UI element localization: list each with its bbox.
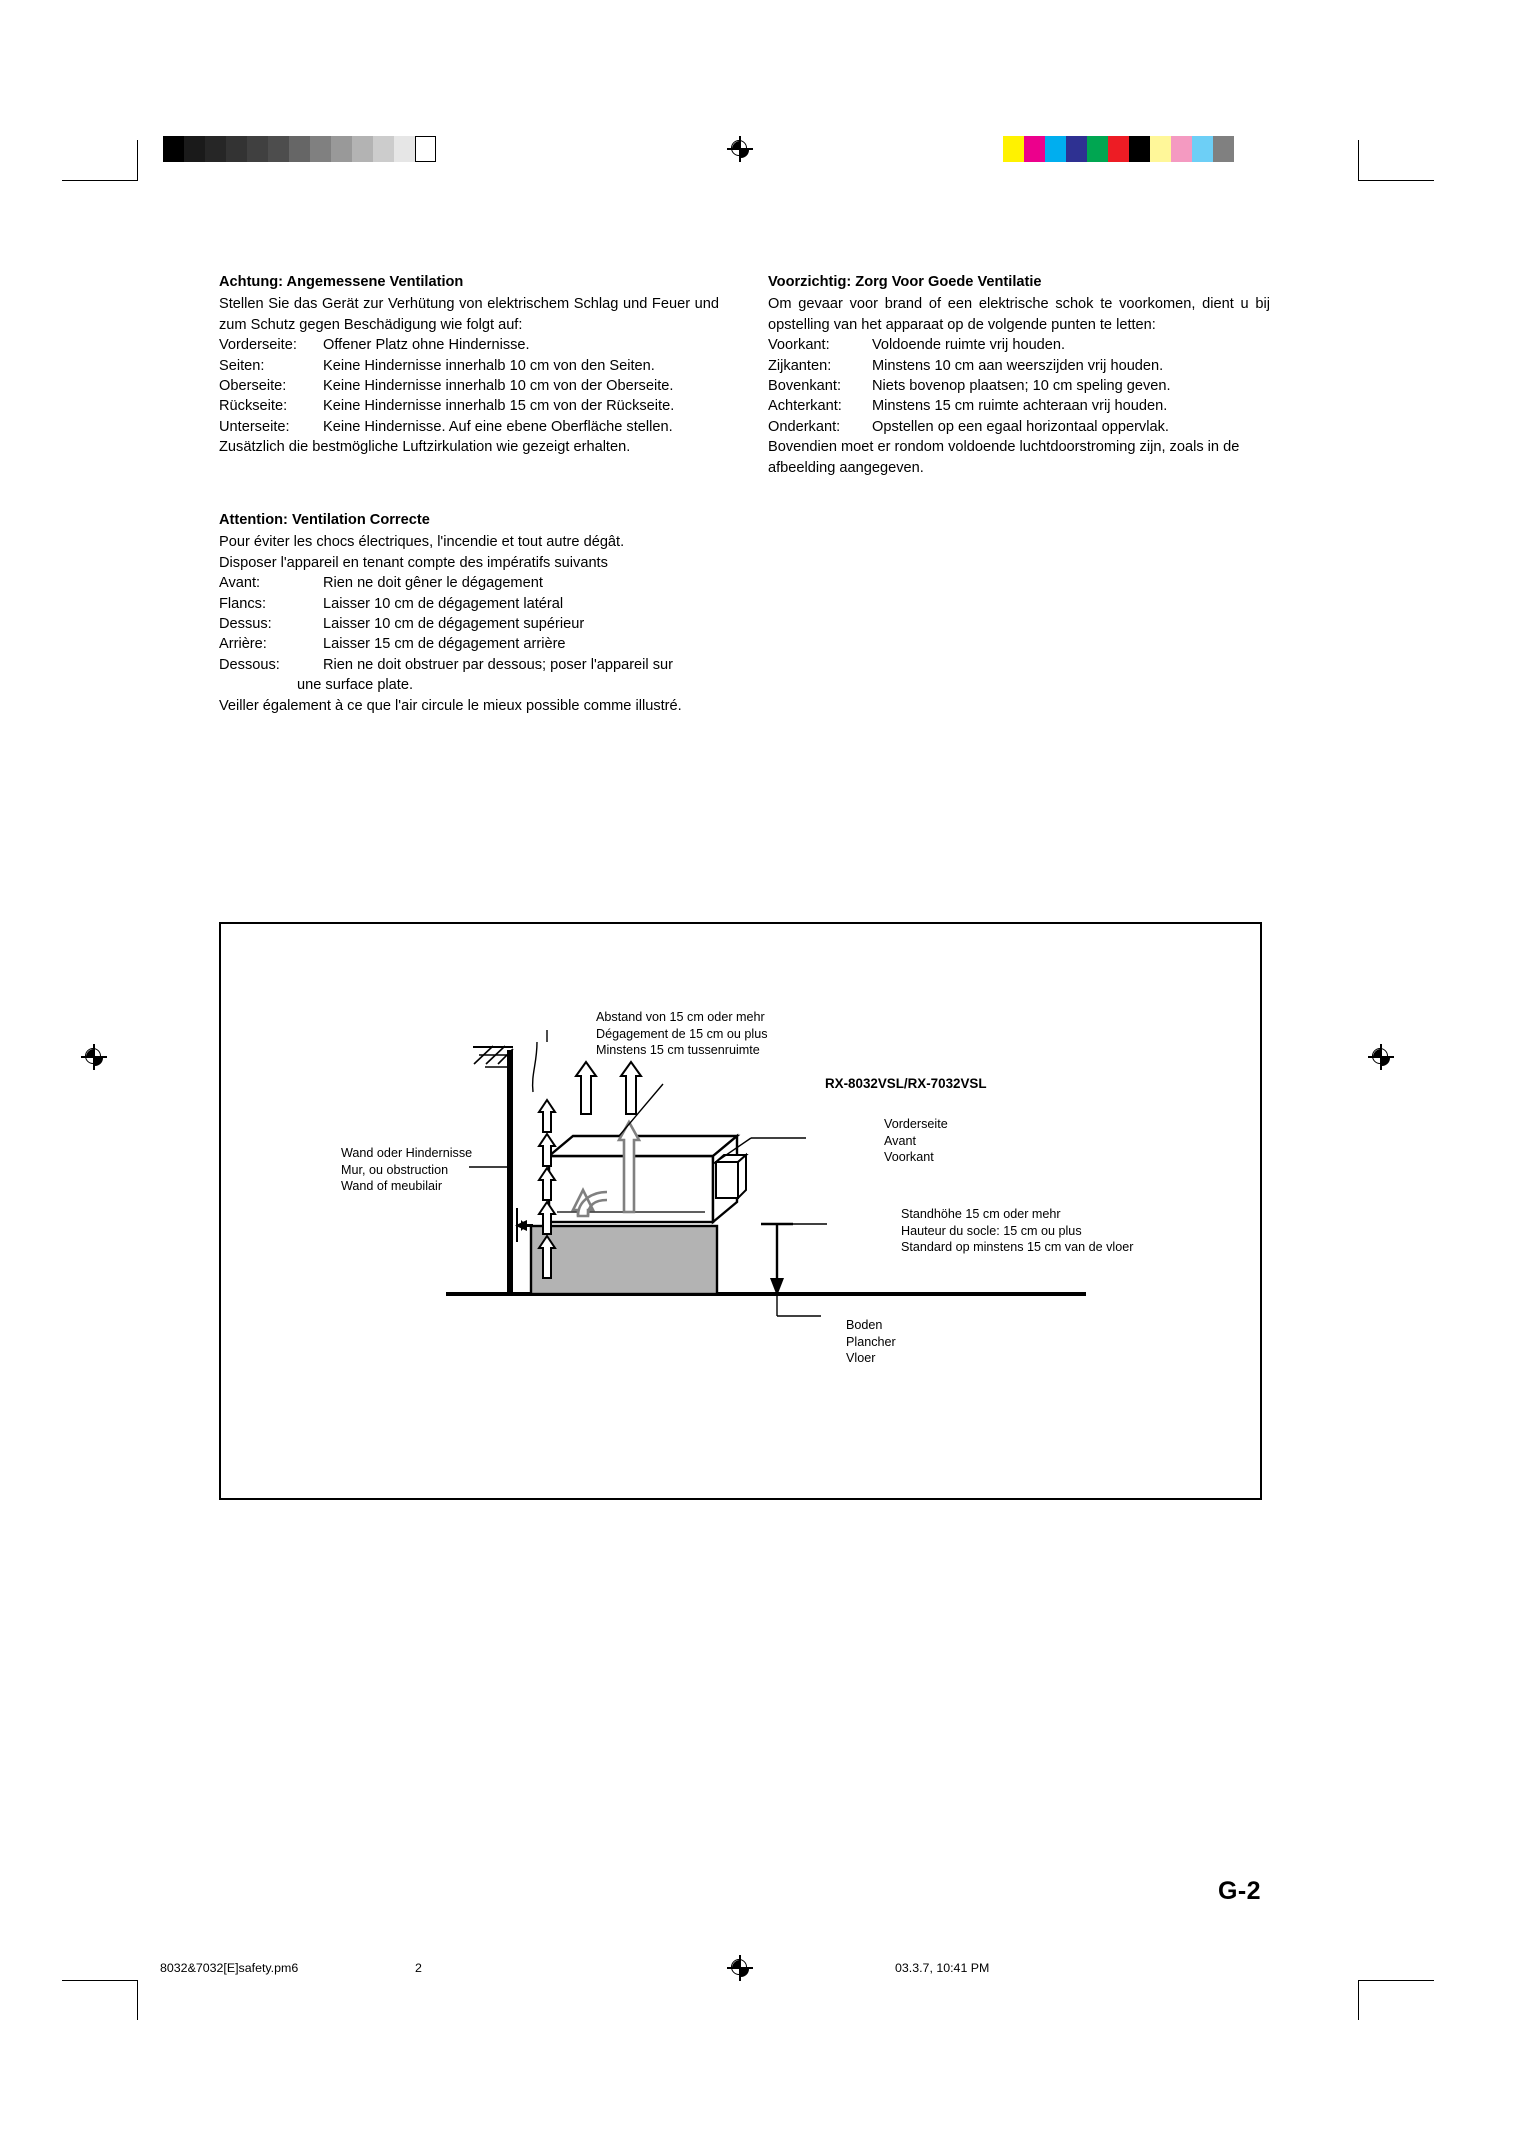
color-swatch (1213, 136, 1234, 162)
footer-timestamp: 03.3.7, 10:41 PM (895, 1961, 990, 1975)
german-row (219, 376, 719, 396)
color-swatch (1129, 136, 1150, 162)
color-swatch (1045, 136, 1066, 162)
color-calibration-bar (1003, 136, 1234, 162)
grayscale-swatch (247, 136, 268, 162)
caption-stand-height: Standhöhe 15 cm oder mehr Hauteur du socle: 15 cm ou plus Standard op minstens 15 cm van de vloer (901, 1207, 1134, 1255)
dutch-row-label: Onderkant: (768, 418, 841, 435)
crop-rule-bottom-left (62, 1980, 138, 1981)
german-row-value: Offener Platz ohne Hindernisse. (323, 337, 530, 354)
french-row (219, 594, 719, 614)
french-row-continuation: une surface plate. (297, 677, 414, 694)
french-row-label: Dessus: (219, 616, 272, 633)
german-row-label: Rückseite: (219, 398, 288, 415)
french-row-value: Laisser 10 cm de dégagement supérieur (323, 616, 585, 633)
german-outro: Zusätzlich die bestmögliche Luftzirkulation wie gezeigt erhalten. (219, 439, 631, 456)
dutch-row-label: Voorkant: (768, 337, 830, 354)
color-swatch (1108, 136, 1129, 162)
german-row (219, 417, 719, 437)
german-row-value: Keine Hindernisse. Auf eine ebene Oberfläche stellen. (323, 418, 673, 435)
dutch-row-label: Achterkant: (768, 398, 842, 415)
footer-sheet-number: 2 (415, 1961, 422, 1975)
french-row-label: Dessous: (219, 656, 280, 673)
section-dutch (768, 272, 1270, 478)
page-number: G-2 (1218, 1877, 1261, 1905)
color-swatch (1066, 136, 1087, 162)
grayscale-swatch (394, 136, 415, 162)
caption-front: Vorderseite Avant Voorkant (884, 1117, 948, 1165)
section-german (219, 272, 719, 458)
grayscale-swatch (373, 136, 394, 162)
crop-rule-bottom-right (1358, 1980, 1434, 1981)
german-row (219, 396, 719, 416)
dutch-row-label: Bovenkant: (768, 378, 842, 395)
french-row-value: Rien ne doit obstruer par dessous; poser l'appareil sur (323, 656, 673, 673)
dutch-outro: Bovendien moet er rondom voldoende luchtdoorstroming zijn, zoals in de afbeelding aangegeven. (768, 439, 1240, 476)
color-swatch (1087, 136, 1108, 162)
french-outro: Veiller également à ce que l'air circule le mieux possible comme illustré. (219, 697, 682, 714)
grayscale-swatch (268, 136, 289, 162)
section-french (219, 510, 719, 716)
dutch-row-value: Voldoende ruimte vrij houden. (872, 337, 1066, 354)
grayscale-swatch (415, 136, 436, 162)
crop-rule-top-right (1358, 180, 1434, 181)
color-swatch (1024, 136, 1045, 162)
crop-mark-bottom-right (1358, 1980, 1359, 2020)
french-row-label: Arrière: (219, 636, 267, 653)
grayscale-swatch (352, 136, 373, 162)
crop-mark-bottom-left (137, 1980, 138, 2020)
dutch-row (768, 417, 1270, 437)
french-row-label: Flancs: (219, 595, 267, 612)
grayscale-swatch (310, 136, 331, 162)
ventilation-diagram (219, 922, 1262, 1500)
grayscale-swatch (163, 136, 184, 162)
crop-rule-top-left (62, 180, 138, 181)
crop-mark-top-left (137, 140, 138, 180)
caption-model-name: RX-8032VSL/RX-7032VSL (825, 1076, 987, 1091)
grayscale-swatch (226, 136, 247, 162)
grayscale-calibration-bar (163, 136, 436, 162)
dutch-row-label: Zijkanten: (768, 357, 832, 374)
grayscale-swatch (205, 136, 226, 162)
registration-mark-bottom (727, 1955, 753, 1981)
german-heading: Achtung: Angemessene Ventilation (219, 274, 464, 290)
color-swatch (1192, 136, 1213, 162)
french-row-value: Rien ne doit gêner le dégagement (323, 575, 543, 592)
footer-filename: 8032&7032[E]safety.pm6 (160, 1961, 299, 1975)
grayscale-swatch (184, 136, 205, 162)
dutch-row-value: Minstens 15 cm ruimte achteraan vrij houden. (872, 398, 1168, 415)
caption-floor: Boden Plancher Vloer (846, 1318, 896, 1366)
german-row-label: Oberseite: (219, 378, 287, 395)
french-row (219, 614, 719, 634)
registration-mark-right (1368, 1044, 1394, 1070)
registration-mark-left (81, 1044, 107, 1070)
dutch-row (768, 356, 1270, 376)
grayscale-swatch (289, 136, 310, 162)
caption-top-clearance: Abstand von 15 cm oder mehr Dégagement de 15 cm ou plus Minstens 15 cm tussenruimte (596, 1010, 768, 1058)
registration-mark-top (727, 136, 753, 162)
french-row-value: Laisser 15 cm de dégagement arrière (323, 636, 566, 653)
dutch-heading: Voorzichtig: Zorg Voor Goede Ventilatie (768, 274, 1042, 290)
dutch-row (768, 396, 1270, 416)
german-row-value: Keine Hindernisse innerhalb 10 cm von den Seiten. (323, 357, 655, 374)
german-intro: Stellen Sie das Gerät zur Verhütung von elektrischem Schlag und Feuer und zum Schutz gegen Beschädigung wie folgt auf: (219, 296, 719, 333)
french-row-value: Laisser 10 cm de dégagement latéral (323, 595, 564, 612)
french-row (219, 655, 719, 675)
french-heading: Attention: Ventilation Correcte (219, 512, 430, 528)
german-row (219, 335, 719, 355)
dutch-row (768, 335, 1270, 355)
german-row-label: Unterseite: (219, 418, 290, 435)
german-row-label: Vorderseite: (219, 337, 297, 354)
french-row (219, 634, 719, 654)
dutch-row-value: Niets bovenop plaatsen; 10 cm speling geven. (872, 378, 1171, 395)
german-row-value: Keine Hindernisse innerhalb 10 cm von der Oberseite. (323, 378, 674, 395)
german-row-label: Seiten: (219, 357, 265, 374)
diagram-drawing (221, 924, 1260, 1498)
color-swatch (1150, 136, 1171, 162)
german-row (219, 356, 719, 376)
german-row-value: Keine Hindernisse innerhalb 15 cm von der Rückseite. (323, 398, 675, 415)
color-swatch (1003, 136, 1024, 162)
color-swatch (1171, 136, 1192, 162)
grayscale-swatch (331, 136, 352, 162)
dutch-intro: Om gevaar voor brand of een elektrische schok te voorkomen, dient u bij opstelling van het apparaat op de volgende punten te letten: (768, 296, 1270, 333)
french-row (219, 573, 719, 593)
dutch-row-value: Minstens 10 cm aan weerszijden vrij houden. (872, 357, 1164, 374)
dutch-row (768, 376, 1270, 396)
french-intro-1: Pour éviter les chocs électriques, l'incendie et tout autre dégât. (219, 534, 625, 551)
caption-wall: Wand oder Hindernisse Mur, ou obstruction Wand of meubilair (341, 1146, 473, 1194)
french-row-label: Avant: (219, 575, 261, 592)
dutch-row-value: Opstellen op een egaal horizontaal oppervlak. (872, 418, 1169, 435)
french-intro-2: Disposer l'appareil en tenant compte des impératifs suivants (219, 554, 608, 571)
crop-mark-top-right (1358, 140, 1359, 180)
